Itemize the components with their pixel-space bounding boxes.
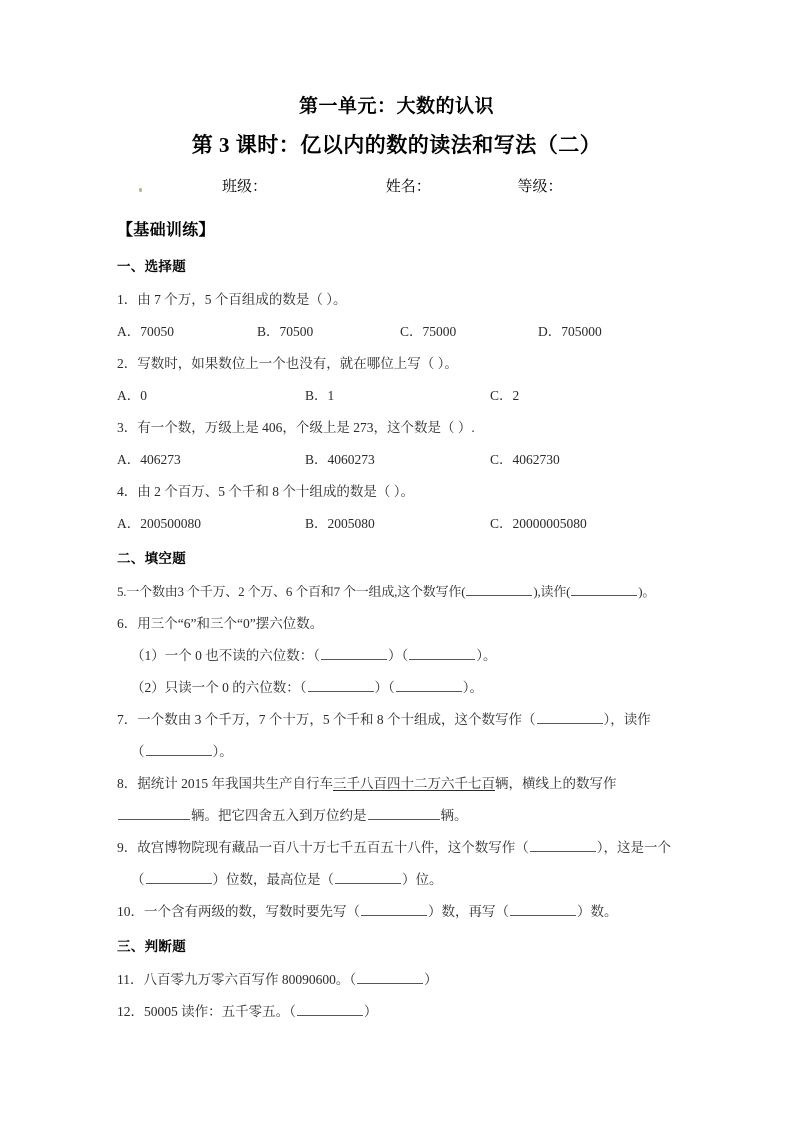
question-8-text-a: 8．据统计 2015 年我国共生产自行车: [117, 776, 333, 791]
question-6-sub-2: [117, 672, 683, 704]
answer-blank[interactable]: [335, 870, 401, 884]
answer-blank[interactable]: [510, 902, 576, 916]
answer-blank[interactable]: [409, 646, 475, 660]
option-b[interactable]: B．2005080: [305, 516, 375, 531]
question-5-text-c: )。: [638, 584, 656, 599]
question-7-line-1: [117, 704, 683, 736]
question-9-line-1: [117, 832, 683, 864]
question-5-text-a: 5.一个数由3 个千万、2 个万、6 个百和7 个一组成,这个数写作(: [117, 584, 466, 599]
option-a[interactable]: A．406273: [117, 452, 181, 467]
option-d[interactable]: D．705000: [538, 324, 602, 339]
question-10: [117, 896, 683, 928]
sub-text-a: （2）只读一个 0 的六位数：（: [131, 680, 307, 695]
answer-blank[interactable]: [321, 646, 387, 660]
question-6-sub-1: [117, 640, 683, 672]
lesson-title: 第 3 课时：亿以内的数的读法和写法（二）: [191, 133, 602, 157]
stray-mark: [139, 188, 142, 192]
question-11: [117, 964, 683, 996]
question-12: [117, 996, 683, 1028]
section-true-false: 三、判断题: [117, 939, 186, 954]
class-label: 班级：: [222, 179, 268, 195]
option-c[interactable]: C．2: [490, 388, 520, 403]
option-c[interactable]: C．4062730: [490, 452, 560, 467]
sub-text-b: ）（: [374, 680, 395, 695]
answer-blank[interactable]: [530, 838, 596, 852]
answer-blank[interactable]: [537, 710, 603, 724]
question-8-line-1: [117, 768, 683, 800]
section-basic-training: 【基础训练】: [117, 222, 215, 239]
question-10-text-a: 10．一个含有两级的数，写数时要先写（: [117, 904, 360, 919]
sub-text-c: ）。: [476, 648, 497, 663]
sub-text-b: ）（: [388, 648, 409, 663]
worksheet-content: [0, 216, 793, 1028]
answer-blank[interactable]: [357, 970, 423, 984]
question-10-text-c: ）数。: [577, 904, 618, 919]
question-7-text-d: ）。: [212, 744, 233, 759]
question-1-options: [117, 316, 683, 348]
sub-text-a: （1）一个 0 也不读的六位数：（: [131, 648, 320, 663]
question-7-text-b: ），读作: [603, 712, 651, 727]
name-label: 姓名：: [385, 179, 431, 195]
title-block: [0, 92, 793, 162]
question-11-text-a: 11．八百零九万零六百写作 80090600。（: [117, 972, 357, 987]
option-c[interactable]: C．20000005080: [490, 516, 587, 531]
question-9-text-a: 9．故宫博物院现有藏品一百八十万七千五百五十八件，这个数写作（: [117, 840, 529, 855]
question-7-text-a: 7．一个数由 3 个千万，7 个十万，5 个千和 8 个十组成，这个数写作（: [117, 712, 536, 727]
question-9-text-b: ），这是一个: [596, 840, 671, 855]
question-7-line-2: [117, 736, 683, 768]
grade-label: 等级：: [517, 179, 563, 195]
answer-blank[interactable]: [571, 583, 637, 596]
question-8-underlined-number: 三千八百四十二万六千七百: [333, 776, 495, 791]
question-5: [117, 576, 683, 608]
question-9-line-2: [117, 864, 683, 896]
question-1-stem: 1．由 7 个万，5 个百组成的数是（ ）。: [117, 292, 347, 307]
option-a[interactable]: A．70050: [117, 324, 174, 339]
section-fill-in-blank: 二、填空题: [117, 551, 186, 566]
section-multiple-choice: 一、选择题: [117, 259, 186, 274]
option-b[interactable]: B．70500: [257, 324, 314, 339]
question-4-stem: 4．由 2 个百万、5 个千和 8 个十组成的数是（ ）。: [117, 484, 414, 499]
question-2-options: [117, 380, 683, 412]
question-2-stem: 2．写数时，如果数位上一个也没有，就在哪位上写（ ）。: [117, 356, 458, 371]
answer-blank[interactable]: [308, 678, 374, 692]
unit-title: 第一单元：大数的认识: [298, 96, 494, 117]
question-9-text-c: （: [131, 872, 145, 887]
question-12-text-a: 12．50005 读作：五千零五。（: [117, 1004, 296, 1019]
option-b[interactable]: B．1: [305, 388, 335, 403]
option-a[interactable]: A．0: [117, 388, 147, 403]
question-11-text-b: ）: [424, 972, 438, 987]
question-5-text-b: ),读作(: [533, 584, 571, 599]
question-3-options: [117, 444, 683, 476]
question-12-text-b: ）: [363, 1004, 378, 1019]
option-a[interactable]: A．200500080: [117, 516, 201, 531]
answer-blank[interactable]: [297, 1002, 363, 1016]
question-8-text-d: 辆。: [440, 808, 468, 823]
question-8-line-2: [117, 800, 683, 832]
answer-blank[interactable]: [466, 583, 532, 596]
question-7-text-c: （: [131, 744, 145, 759]
answer-blank[interactable]: [368, 806, 440, 820]
answer-blank[interactable]: [118, 806, 190, 820]
answer-blank[interactable]: [146, 742, 212, 756]
option-c[interactable]: C．75000: [400, 324, 457, 339]
question-9-text-d: ）位数，最高位是（: [212, 872, 334, 887]
question-4-options: [117, 508, 683, 540]
answer-blank[interactable]: [396, 678, 462, 692]
question-3-stem: 3．有一个数，万级上是 406，个级上是 273，这个数是（ ）.: [117, 420, 475, 435]
answer-blank[interactable]: [361, 902, 427, 916]
sub-text-c: ）。: [462, 680, 483, 695]
question-9-text-e: ）位。: [402, 872, 443, 887]
option-b[interactable]: B．4060273: [305, 452, 375, 467]
question-8-text-b: 辆，横线上的数写作: [495, 776, 617, 791]
question-10-text-b: ）数，再写（: [428, 904, 509, 919]
student-info-row: [0, 174, 793, 200]
answer-blank[interactable]: [146, 870, 212, 884]
question-8-text-c: 辆。把它四舍五入到万位约是: [191, 808, 367, 823]
question-6-stem: 6．用三个“6”和三个“0”摆六位数。: [117, 616, 324, 631]
